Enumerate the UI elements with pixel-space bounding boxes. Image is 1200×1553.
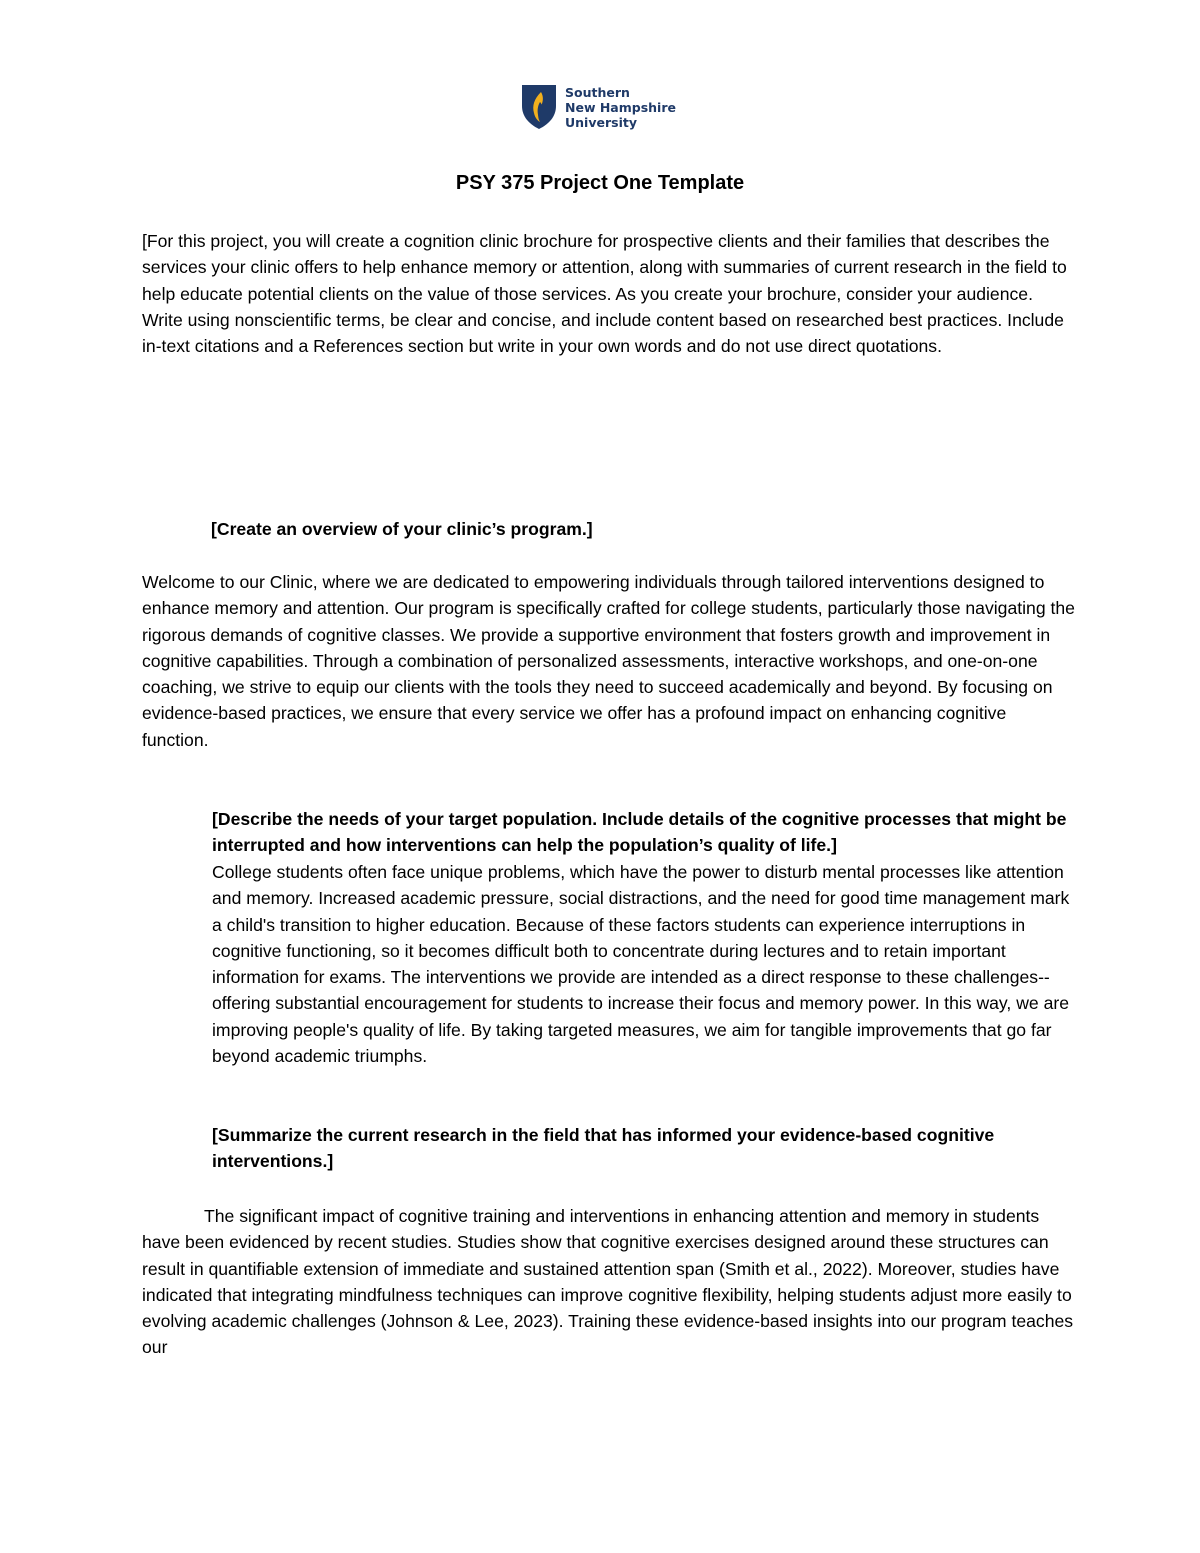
university-logo — [521, 84, 676, 130]
logo-line-1: Southern — [565, 85, 630, 100]
research-paragraph: The significant impact of cognitive training and interventions in enhancing attention and memory in students have been evidenced by recent studies. Studies show that cognitive exercises designed around these structures can result in quantifiable extension of immediate and sustained attention span (Smith et al., 2022). Moreover, studies have indicated that integrating mindfulness techniques can improve cognitive flexibility, helping students adjust more easily to evolving academic challenges (Johnson & Lee, 2023). Training these evidence-based insights into our program teaches our — [142, 1206, 1074, 1358]
overview-paragraph: Welcome to our Clinic, where we are dedicated to empowering individuals through tailored interventions designed to enhance memory and attention. Our program is specifically crafted for college students, particularly those navigating the rigorous demands of cognitive classes. We provide a supportive environment that fosters growth and improvement in cognitive capabilities. Through a combination of personalized assessments, interactive workshops, and one-on-one coaching, we strive to equip our clients with the tools they need to succeed academically and beyond. By focusing on evidence-based practices, we ensure that every service we offer has a profound impact on enhancing cognitive function. — [142, 572, 1075, 750]
logo-wordmark — [565, 85, 676, 130]
intro-paragraph: [For this project, you will create a cognition clinic brochure for prospective clients and their families that describes the services your clinic offers to help enhance memory or attention, along with summaries of current research in the field to help educate potential clients on the value of those services. As you create your brochure, consider your audience. Write using nonscientific terms, be clear and concise, and include content based on researched best practices. Include in-text citations and a References section but write in your own words and do not use direct quotations. — [142, 231, 1067, 357]
research-heading: [Summarize the current research in the field that has informed your evidence-based cognitive interventions.] — [212, 1125, 995, 1172]
needs-paragraph: College students often face unique problems, which have the power to disturb mental processes like attention and memory. Increased academic pressure, social distractions, and the need for good time management mark a child's transition to higher education. Because of these factors students can experience interruptions in cognitive functioning, so it becomes difficult both to concentrate during lectures and to retain important information for exams. The interventions we provide are intended as a direct response to these challenges--offering substantial encouragement for students to increase their focus and memory power. In this way, we are improving people's quality of life. By taking targeted measures, we aim for tangible improvements that go far beyond academic triumphs. — [212, 862, 1070, 1067]
shield-flame-icon — [521, 84, 557, 130]
logo-line-2: New Hampshire — [565, 100, 676, 115]
logo-line-3: University — [565, 115, 637, 130]
document-title: PSY 375 Project One Template — [455, 172, 745, 194]
needs-heading: [Describe the needs of your target population. Include details of the cognitive processes that might be interrupted and how interventions can help the population’s quality of life.] — [212, 809, 1067, 856]
overview-heading: [Create an overview of your clinic’s program.] — [211, 519, 593, 539]
